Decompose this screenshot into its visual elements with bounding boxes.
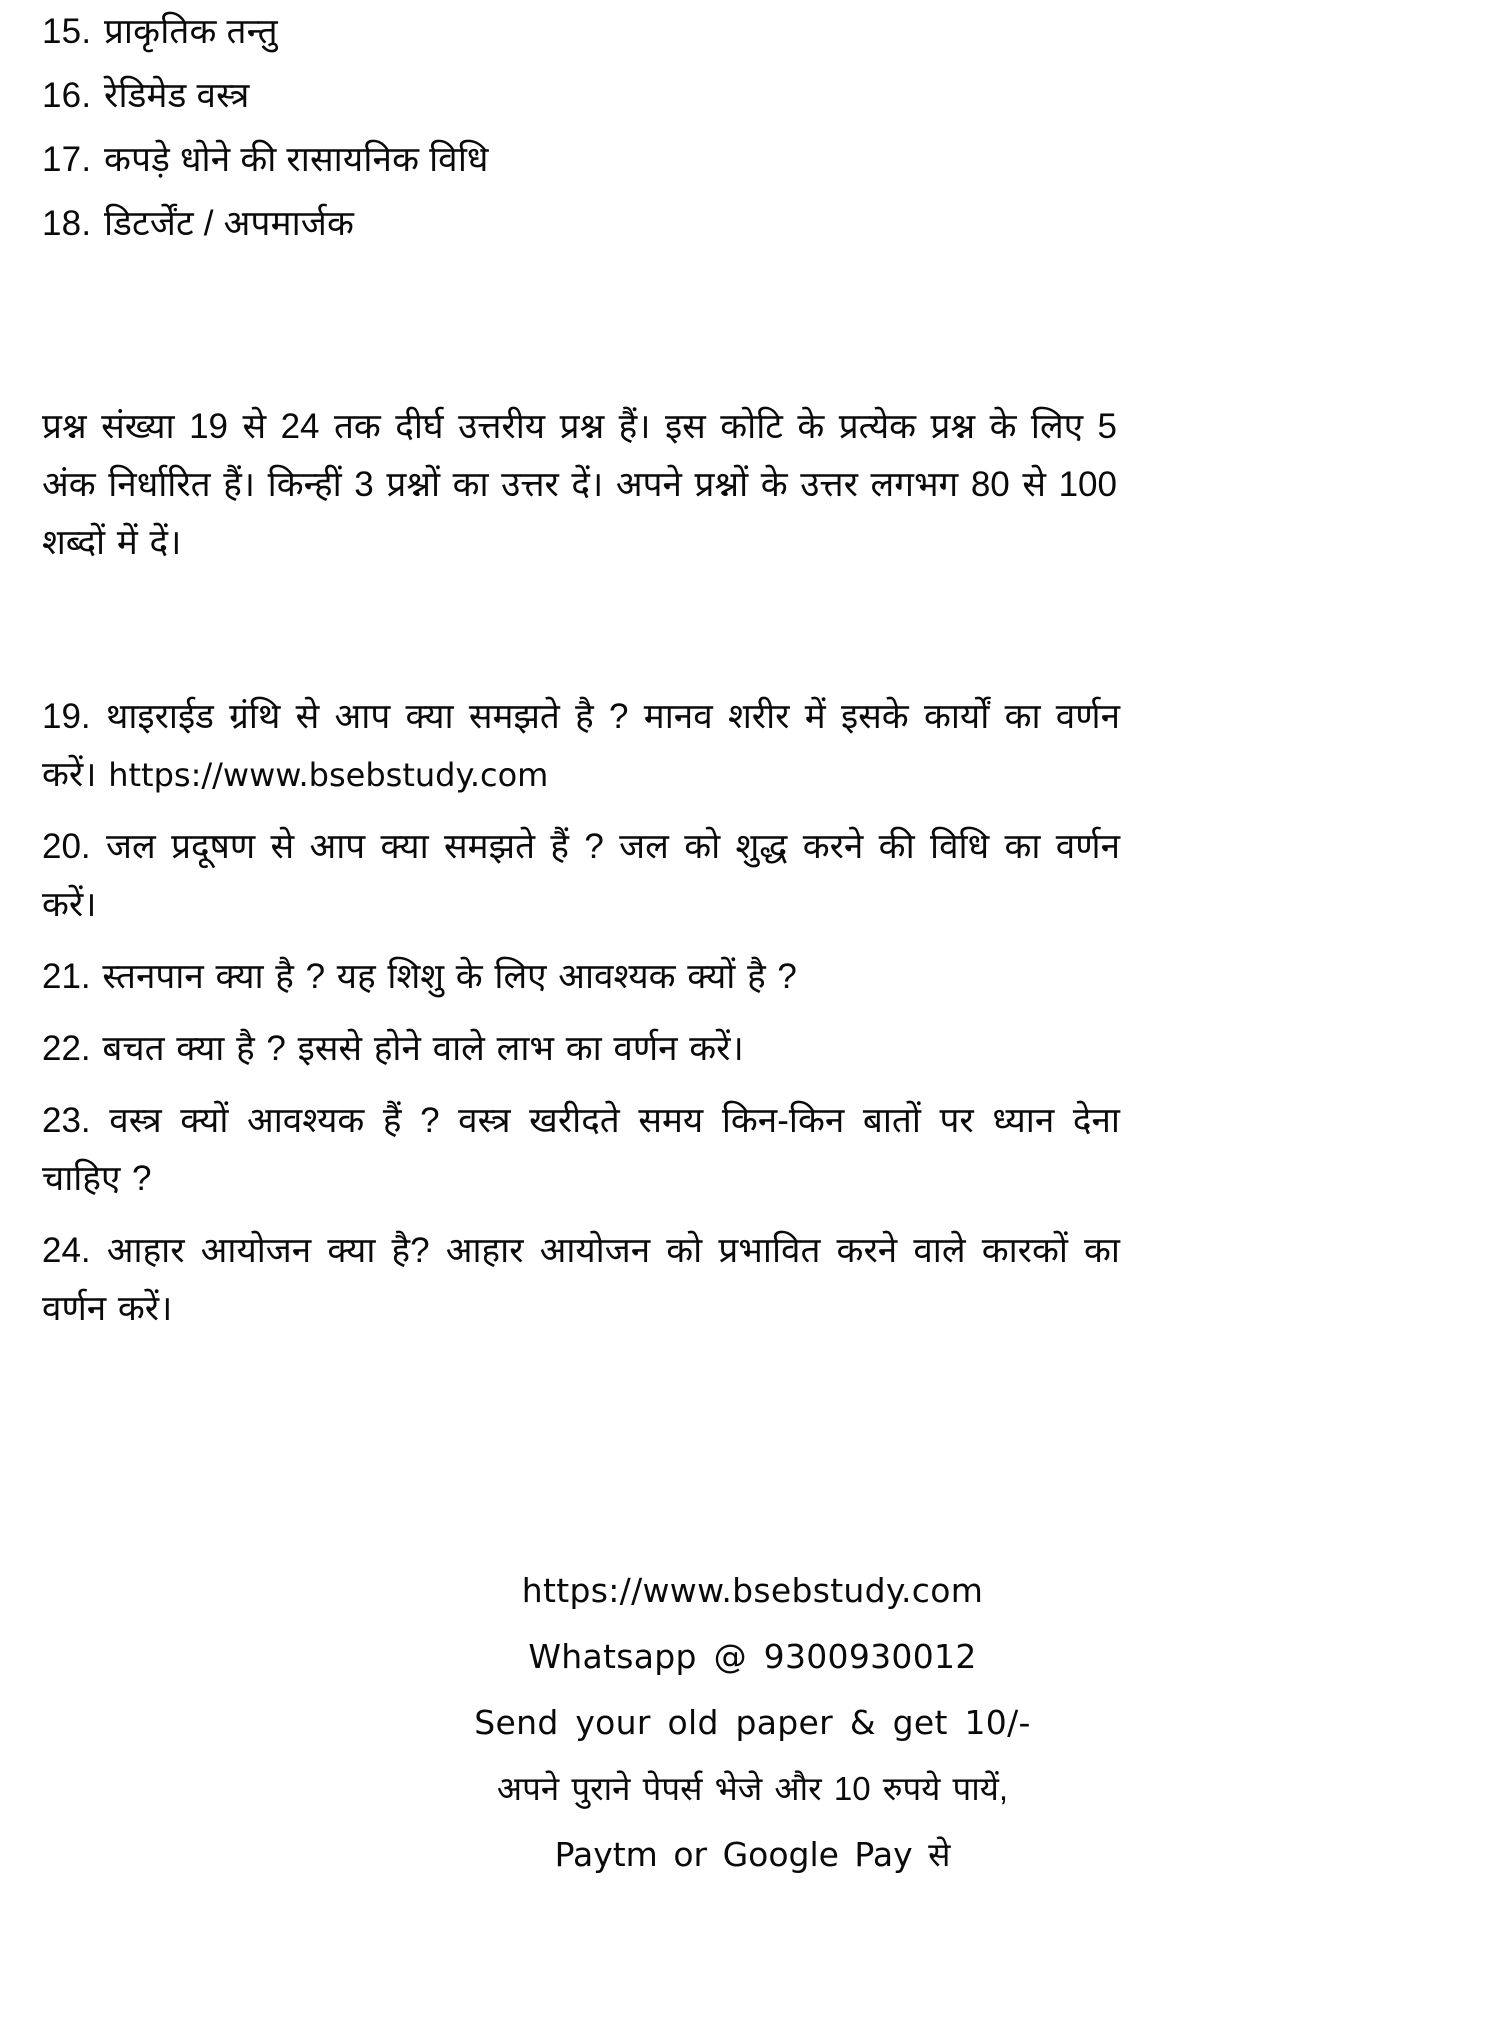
question-item	[42, 818, 1120, 934]
question-item	[42, 1020, 1120, 1078]
question-number: 20.	[42, 827, 91, 866]
list-item-label: कपड़े धोने की रासायनिक विधि	[104, 140, 489, 179]
list-item-label: डिटर्जेंट / अपमार्जक	[104, 204, 355, 243]
instructions-text: प्रश्न संख्या 19 से 24 तक दीर्घ उत्तरीय प्रश्न हैं। इस कोटि के प्रत्येक प्रश्न के लिए 5 अंक निर्धारित हैं। किन्हीं 3 प्रश्नों का उत्तर दें। अपने प्रश्नों के उत्तर लगभग 80 से 100 शब्दों में दें।	[42, 407, 1117, 562]
question-text: जल प्रदूषण से आप क्या समझते हैं ? जल को शुद्ध करने की विधि का वर्णन करें।	[42, 827, 1120, 924]
footer-offer-hindi: अपने पुराने पेपर्स भेजे और 10 रुपये पायें,	[496, 1770, 1009, 1807]
question-number: 23.	[42, 1101, 91, 1140]
question-text: वस्त्र क्यों आवश्यक हैं ? वस्त्र खरीदते समय किन-किन बातों पर ध्यान देना चाहिए ?	[42, 1101, 1120, 1198]
question-number: 21.	[42, 957, 91, 996]
footer-website-link[interactable]: https://www.bsebstudy.com	[521, 1571, 984, 1610]
question-text: आहार आयोजन क्या है? आहार आयोजन को प्रभावित करने वाले कारकों का वर्णन करें।	[42, 1231, 1120, 1328]
list-item-number: 17.	[42, 140, 92, 179]
question-number: 19.	[42, 697, 91, 736]
question-text: स्तनपान क्या है ? यह शिशु के लिए आवश्यक क्यों है ?	[102, 957, 797, 996]
question-item	[42, 688, 1120, 804]
question-number: 22.	[42, 1029, 91, 1068]
footer-whatsapp-contact: Whatsapp @ 9300930012	[528, 1637, 977, 1676]
numbered-list	[42, 0, 1102, 256]
footer-payment-methods: Paytm or Google Pay से	[554, 1835, 951, 1874]
list-item-label: रेडिमेड वस्त्र	[104, 76, 250, 115]
question-item	[42, 1092, 1120, 1208]
list-item-number: 15.	[42, 12, 92, 51]
question-item	[42, 1222, 1120, 1338]
list-item-number: 18.	[42, 204, 92, 243]
list-item-label: प्राकृतिक तन्तु	[104, 12, 278, 51]
list-item	[42, 128, 1102, 192]
question-item	[42, 948, 1120, 1006]
list-item	[42, 192, 1102, 256]
footer-promo-block	[0, 1558, 1505, 1888]
inline-url-link[interactable]: https://www.bsebstudy.com	[108, 756, 549, 794]
question-text: थाइराईड ग्रंथि से आप क्या समझते है ? मानव शरीर में इसके कार्यों का वर्णन करें।	[42, 697, 1120, 794]
footer-offer-english: Send your old paper & get 10/-	[474, 1703, 1031, 1742]
question-list	[42, 688, 1120, 1352]
list-item	[42, 0, 1102, 64]
question-number: 24.	[42, 1231, 91, 1270]
list-item	[42, 64, 1102, 128]
list-item-number: 16.	[42, 76, 92, 115]
instructions-paragraph	[42, 398, 1117, 572]
question-text: बचत क्या है ? इससे होने वाले लाभ का वर्णन करें।	[102, 1029, 744, 1068]
